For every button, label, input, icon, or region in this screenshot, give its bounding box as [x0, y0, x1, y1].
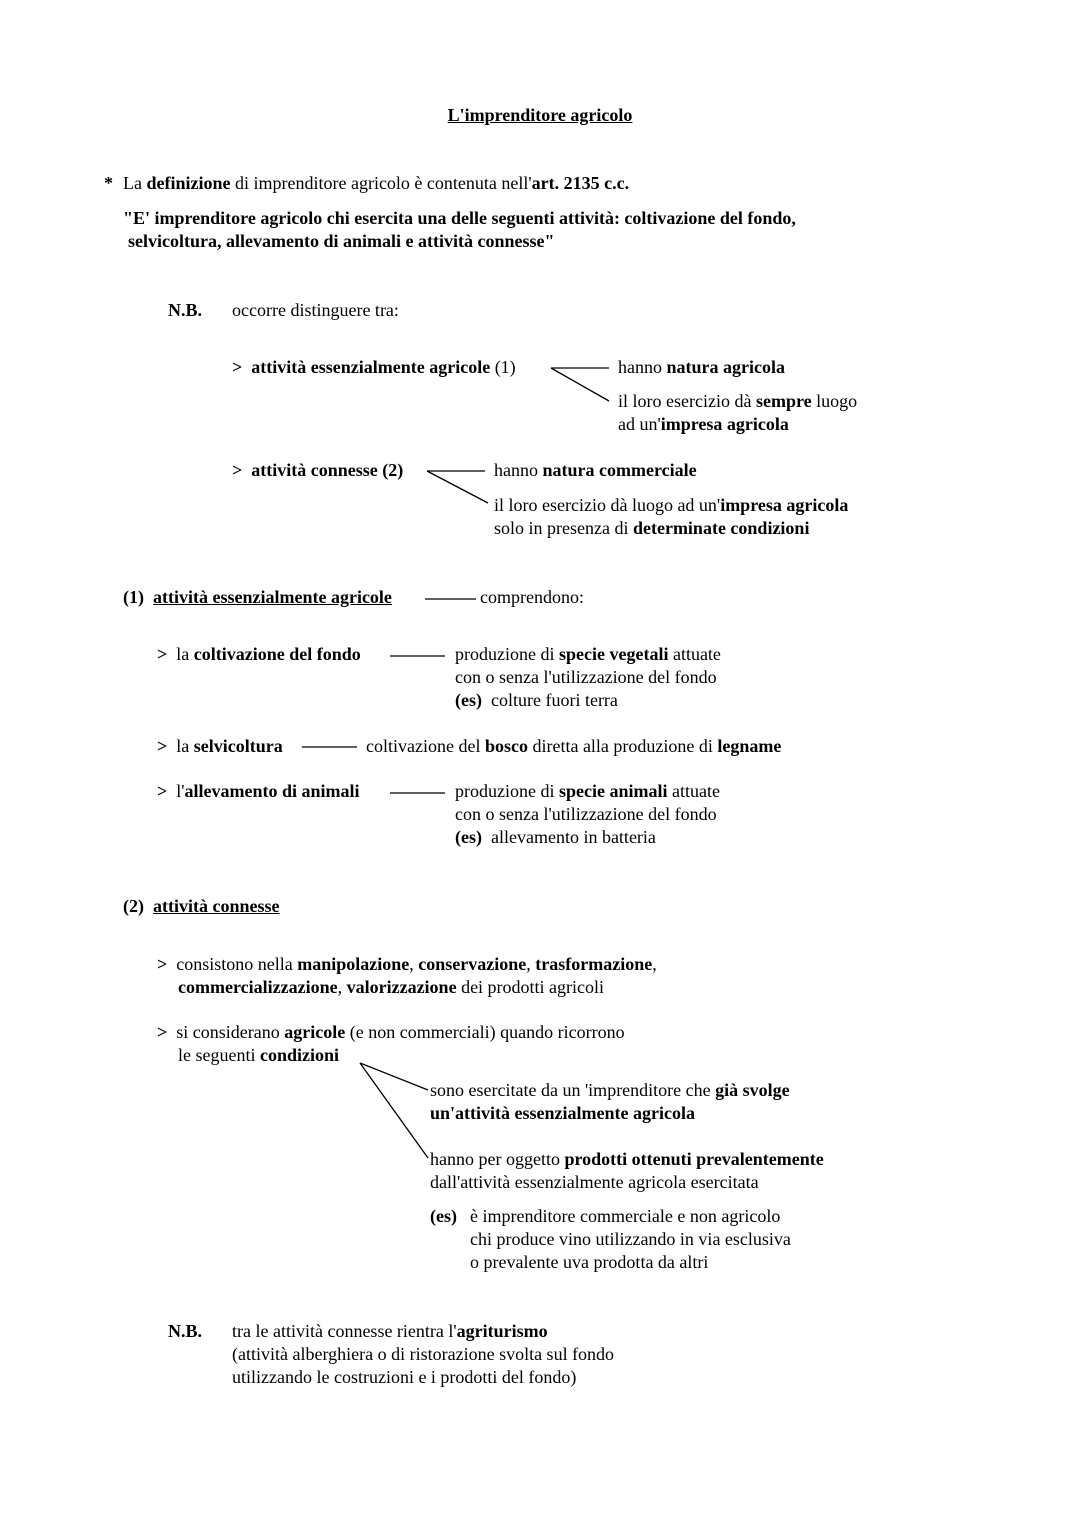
nb2-line-3: utilizzando le costruzioni e i prodotti del fondo) — [232, 1367, 577, 1387]
condizioni-example-3: o prevalente uva prodotta da altri — [470, 1252, 709, 1272]
connesse-natura: hanno natura commerciale — [494, 460, 697, 480]
allevamento-example: (es) allevamento in batteria — [455, 827, 656, 847]
nb-label: N.B. — [168, 300, 203, 320]
allevamento-desc-1: produzione di specie animali attuate — [455, 781, 720, 801]
condizioni-example-label: (es) — [430, 1206, 457, 1226]
coltivazione-example: (es) colture fuori terra — [455, 690, 618, 710]
page-title: L'imprenditore agricolo — [447, 105, 633, 125]
allevamento-item: > l'allevamento di animali — [157, 781, 360, 801]
intro-bullet: * — [104, 173, 113, 193]
intro-definition: La definizione di imprenditore agricolo è contenuta nell'art. 2135 c.c. — [123, 173, 630, 193]
essenziali-esercizio-1: il loro esercizio dà sempre luogo — [618, 391, 858, 411]
quote-line-2: selvicoltura, allevamento di animali e attività connesse" — [128, 231, 555, 251]
essenziali-item: > attività essenzialmente agricole (1) — [232, 357, 516, 377]
connesse-esercizio-2: solo in presenza di determinate condizioni — [494, 518, 810, 538]
section1-heading: (1) attività essenzialmente agricole — [123, 587, 392, 607]
coltivazione-item: > la coltivazione del fondo — [157, 644, 361, 664]
nb2-line-1: tra le attività connesse rientra l'agriturismo — [232, 1321, 548, 1341]
coltivazione-desc-1: produzione di specie vegetali attuate — [455, 644, 721, 664]
section1-after: comprendono: — [480, 587, 584, 607]
condizioni-example-2: chi produce vino utilizzando in via esclusiva — [470, 1229, 791, 1249]
connesse-esercizio-1: il loro esercizio dà luogo ad un'impresa agricola — [494, 495, 849, 515]
section2-heading: (2) attività connesse — [123, 896, 280, 916]
nb2-line-2: (attività alberghiera o di ristorazione svolta sul fondo — [232, 1344, 615, 1364]
selvicoltura-desc: coltivazione del bosco diretta alla produzione di legname — [366, 736, 782, 756]
condizioni-example-1: è imprenditore commerciale e non agricolo — [470, 1206, 781, 1226]
condizione-1-line-1: sono esercitate da un 'imprenditore che già svolge — [430, 1080, 790, 1100]
essenziali-esercizio-2: ad un'impresa agricola — [618, 414, 789, 434]
essenziali-line-esercizio — [551, 368, 609, 401]
selvicoltura-item: > la selvicoltura — [157, 736, 283, 756]
connesse-item: > attività connesse (2) — [232, 460, 404, 480]
connesse-condizioni-2: le seguenti condizioni — [178, 1045, 339, 1065]
allevamento-desc-2: con o senza l'utilizzazione del fondo — [455, 804, 717, 824]
nb-text: occorre distinguere tra: — [232, 300, 399, 320]
condizioni-line-2 — [360, 1063, 428, 1158]
quote-line-1: "E' imprenditore agricolo chi esercita una delle seguenti attività: coltivazione del fondo, — [123, 208, 796, 228]
condizioni-line-1 — [360, 1063, 428, 1090]
condizione-2-line-1: hanno per oggetto prodotti ottenuti prevalentemente — [430, 1149, 824, 1169]
condizione-2-line-2: dall'attività essenzialmente agricola esercitata — [430, 1172, 759, 1192]
coltivazione-desc-2: con o senza l'utilizzazione del fondo — [455, 667, 717, 687]
connesse-line-esercizio — [427, 471, 488, 503]
condizione-1-line-2: un'attività essenzialmente agricola — [430, 1103, 695, 1123]
nb2-label: N.B. — [168, 1321, 203, 1341]
connesse-condizioni-1: > si considerano agricole (e non commerciali) quando ricorrono — [157, 1022, 625, 1042]
essenziali-natura: hanno natura agricola — [618, 357, 785, 377]
connesse-consistono-1: > consistono nella manipolazione, conservazione, trasformazione, — [157, 954, 657, 974]
connesse-consistono-2: commercializzazione, valorizzazione dei prodotti agricoli — [178, 977, 605, 997]
